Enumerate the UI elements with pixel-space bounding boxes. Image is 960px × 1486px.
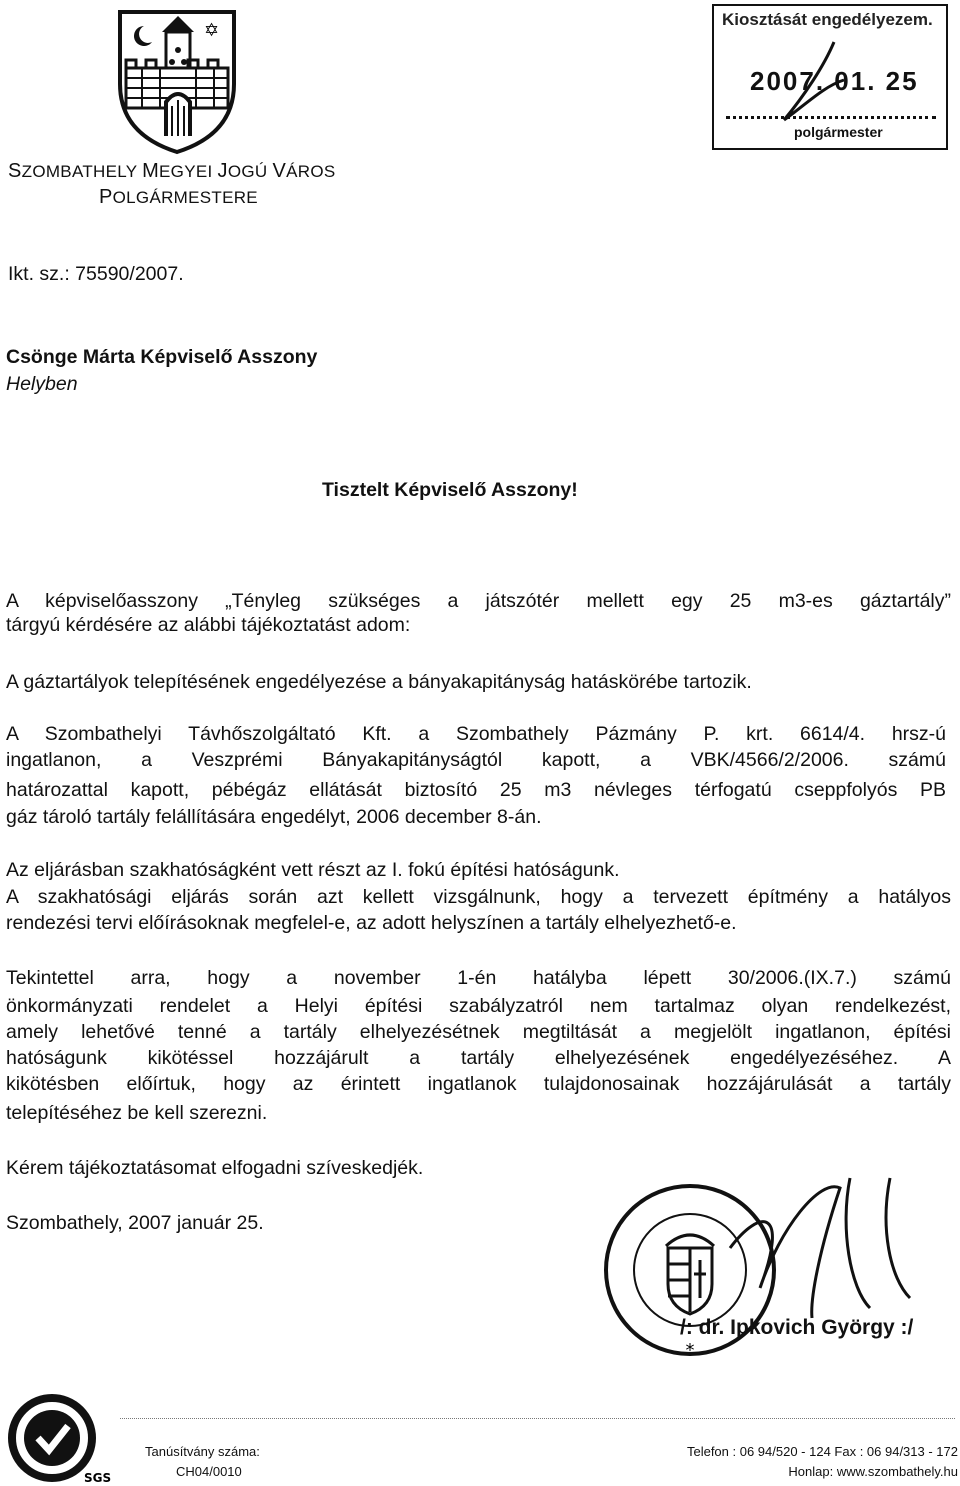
organization-title: POLGÁRMESTERE xyxy=(99,186,258,208)
city-coat-of-arms-icon xyxy=(112,6,242,156)
reference-number: Ikt. sz.: 75590/2007. xyxy=(8,263,184,285)
paragraph-6-line-3: amely lehetővé tenné a tartály elhelyezésétnek megtiltását a megjelölt ingatlanon, építési xyxy=(6,1021,951,1043)
paragraph-3-line-2: ingatlanon, a Veszprémi Bányakapitányságtól kapott, a VBK/4566/2/2006. számú xyxy=(6,749,946,771)
paragraph-4: Az eljárásban szakhatóságként vett részt az I. fokú építési hatóságunk. xyxy=(6,859,620,881)
paragraph-1-line-2: tárgyú kérdésére az alábbi tájékoztatást adom: xyxy=(6,614,411,636)
recipient-name: Csönge Márta Képviselő Asszony xyxy=(6,346,318,368)
iso-certification-logo xyxy=(2,1390,112,1486)
paragraph-3-line-1: A Szombathelyi Távhőszolgáltató Kft. a Szombathely Pázmány P. krt. 6614/4. hrsz-ú xyxy=(6,723,946,745)
paragraph-5-line-2: rendezési tervi előírásoknak megfelel-e, az adott helyszínen a tartály elhelyezhető-e. xyxy=(6,912,737,934)
organization-name: SZOMBATHELY MEGYEI JOGÚ VÁROS xyxy=(8,160,336,182)
approval-signature xyxy=(764,36,874,126)
approval-stamp-date: 2007. 01. 25 xyxy=(750,66,919,96)
signatory-name: /: dr. Ipkovich György :/ xyxy=(680,1316,914,1339)
approval-stamp-role: polgármester xyxy=(794,124,883,140)
svg-text:✡: ✡ xyxy=(204,20,220,41)
contact-phone-fax: Telefon : 06 94/520 - 124 Fax : 06 94/313 - 172 xyxy=(686,1444,958,1459)
certificate-number: CH04/0010 xyxy=(176,1464,242,1479)
paragraph-1-line-1: A képviselőasszony „Tényleg szükséges a játszótér mellett egy 25 m3-es gáztartály” xyxy=(6,590,951,612)
paragraph-2: A gáztartályok telepítésének engedélyezése a bányakapitányság hatáskörébe tartozik. xyxy=(6,671,752,693)
footer-divider xyxy=(120,1418,955,1419)
certificate-label: Tanúsítvány száma: xyxy=(145,1444,260,1459)
closing-request: Kérem tájékoztatásomat elfogadni szíveskedjék. xyxy=(6,1157,424,1179)
recipient-location: Helyben xyxy=(6,373,78,395)
paragraph-5-line-1: A szakhatósági eljárás során azt kellett vizsgálnunk, hogy a tervezett építmény a hatályos xyxy=(6,886,951,908)
svg-text:*: * xyxy=(685,1340,695,1360)
paragraph-6-line-2: önkormányzati rendelet a Helyi építési szabályzatról nem tartalmaz olyan rendelkezést, xyxy=(6,995,951,1017)
paragraph-6-line-1: Tekintettel arra, hogy a november 1-én hatályba lépett 30/2006.(IX.7.) számú xyxy=(6,967,951,989)
approval-stamp xyxy=(712,4,948,150)
approval-stamp-title: Kiosztását engedélyezem. xyxy=(722,10,933,29)
paragraph-6-line-4: hatóságunk kikötéssel hozzájárult a tartály elhelyezésének engedélyezéséhez. A xyxy=(6,1047,951,1069)
paragraph-6-line-6: telepítéséhez be kell szerezni. xyxy=(6,1102,268,1124)
salutation: Tisztelt Képviselő Asszony! xyxy=(322,479,578,501)
place-and-date: Szombathely, 2007 január 25. xyxy=(6,1212,264,1234)
paragraph-3-line-4: gáz tároló tartály felállítására engedélyt, 2006 december 8-án. xyxy=(6,806,542,828)
contact-website: Honlap: www.szombathely.hu xyxy=(788,1464,958,1479)
paragraph-3-line-3: határozattal kapott, pébégáz ellátását biztosító 25 m3 névleges térfogatú cseppfolyós PB xyxy=(6,779,946,801)
handwritten-signature xyxy=(700,1168,930,1338)
paragraph-6-line-5: kikötésben előírtuk, hogy az érintett ingatlanok tulajdonosainak hozzájárulását a tartály xyxy=(6,1073,951,1095)
approval-stamp-line xyxy=(726,116,936,119)
iso-logo-brand: SGS xyxy=(84,1471,112,1485)
